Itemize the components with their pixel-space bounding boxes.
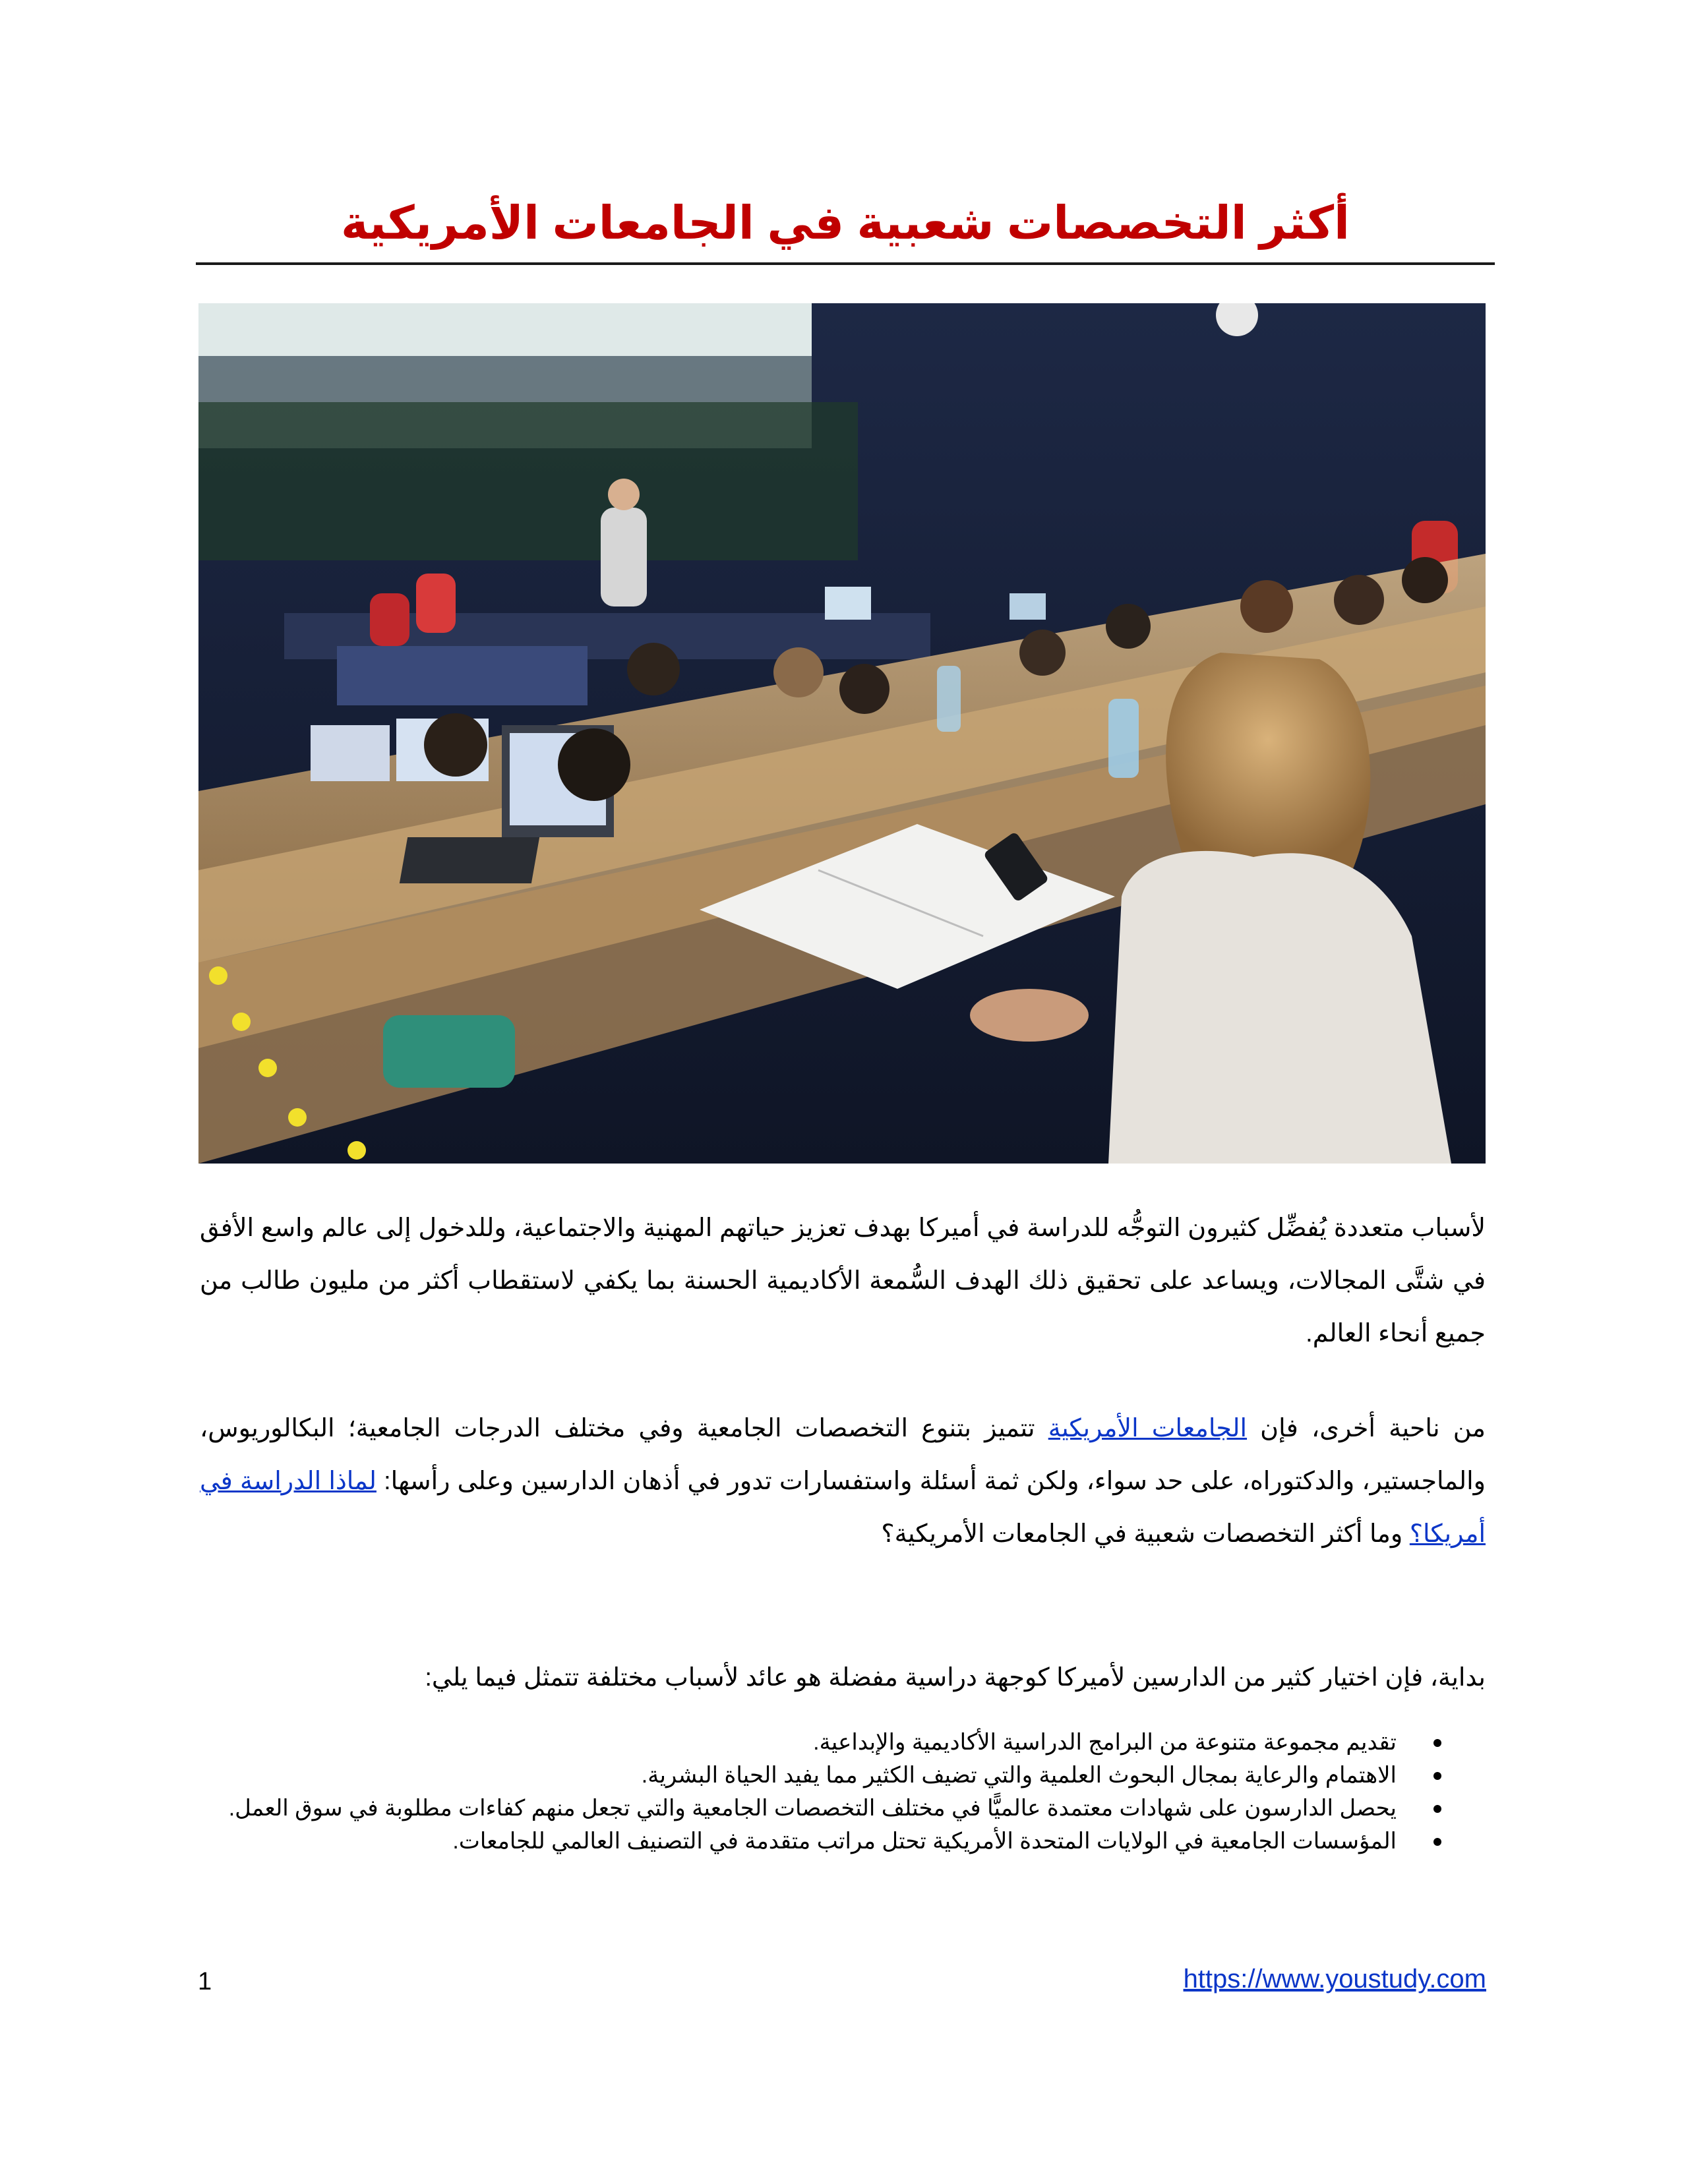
bullet-dot-icon bbox=[1433, 1838, 1441, 1846]
page-number: 1 bbox=[198, 1968, 212, 1995]
title-divider bbox=[196, 262, 1495, 265]
list-item bbox=[224, 1726, 1397, 1759]
list-item-text: الاهتمام والرعاية بمجال البحوث العلمية والتي تضيف الكثير مما يفيد الحياة البشرية. bbox=[641, 1763, 1397, 1788]
american-universities-link[interactable]: الجامعات الأمريكية bbox=[1048, 1415, 1248, 1442]
list-item bbox=[224, 1792, 1397, 1825]
list-item-text: المؤسسات الجامعية في الولايات المتحدة الأمريكية تحتل مراتب متقدمة في التصنيف العالمي للجامعات. bbox=[452, 1829, 1397, 1854]
bullet-dot-icon bbox=[1433, 1805, 1441, 1813]
lecture-hall-photo bbox=[198, 303, 1486, 1164]
why-study-in-america-link[interactable]: لماذا الدراسة في أمريكا؟ bbox=[200, 1467, 1486, 1548]
page-title: أكثر التخصصات شعبية في الجامعات الأمريكية bbox=[340, 197, 1350, 249]
list-item bbox=[224, 1825, 1397, 1858]
list-item-text: يحصل الدارسون على شهادات معتمدة عالميًّا في مختلف التخصصات الجامعية والتي تجعل منهم كفاءات مطلوبة في سوق العمل. bbox=[228, 1796, 1397, 1821]
intro-paragraph: لأسباب متعددة يُفضِّل كثيرون التوجُّه للدراسة في أميركا بهدف تعزيز حياتهم المهنية والاجتماعية، وللدخول إلى عالم واسع الأفق في شتَّى المجالات، ويساعد على تحقيق ذلك الهدف السُّمعة الأكاديمية الحسنة بما يكفي لاستقطاب أكثر من مليون طالب من جميع أنحاء العالم. bbox=[200, 1214, 1486, 1347]
second-paragraph-text-1: من ناحية أخرى، فإن bbox=[1247, 1415, 1486, 1442]
reasons-list bbox=[224, 1726, 1397, 1858]
second-paragraph bbox=[200, 1402, 1486, 1560]
reasons-intro-paragraph: بداية، فإن اختيار كثير من الدارسين لأميركا كوجهة دراسية مفضلة هو عائد لأسباب مختلفة تتمثل فيما يلي: bbox=[425, 1664, 1486, 1692]
lecture-hall-illustration bbox=[198, 303, 1486, 1164]
list-item bbox=[224, 1759, 1397, 1792]
second-paragraph-text-2: تتميز بتنوع التخصصات الجامعية وفي مختلف الدرجات الجامعية؛ البكالوريوس، والماجستير، والدكتوراه، على حد سواء، ولكن ثمة أسئلة واستفسارات تدور في أذهان الدارسين وعلى رأسها: bbox=[200, 1415, 1486, 1495]
second-paragraph-text-3: وما أكثر التخصصات شعبية في الجامعات الأمريكية؟ bbox=[881, 1520, 1410, 1548]
bullet-dot-icon bbox=[1433, 1739, 1441, 1747]
list-item-text: تقديم مجموعة متنوعة من البرامج الدراسية الأكاديمية والإبداعية. bbox=[813, 1730, 1397, 1755]
bullet-dot-icon bbox=[1433, 1772, 1441, 1780]
footer-website-link[interactable]: https://www.youstudy.com bbox=[1183, 1964, 1486, 1993]
